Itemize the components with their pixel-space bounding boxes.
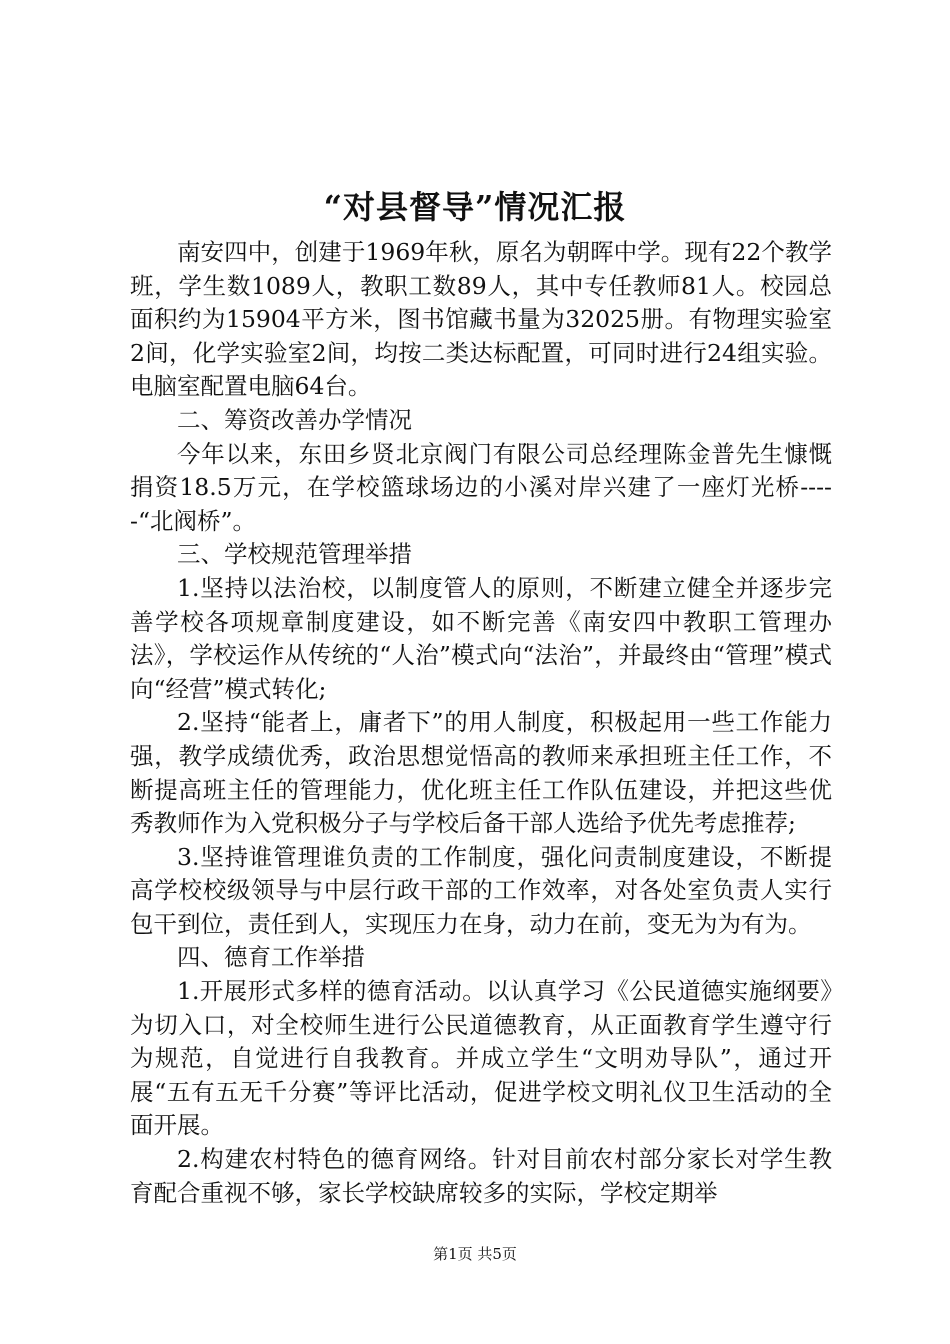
paragraph-moral-1: 1.开展形式多样的德育活动。以认真学习《公民道德实施纲要》为切入口，对全校师生进行公民道德教育，从正面教育学生遵守行为规范，自觉进行自我教育。并成立学生“文明劝导队”，通过开展“五有五无千分赛”等评比活动，促进学校文明礼仪卫生活动的全面开展。 bbox=[130, 977, 832, 1140]
paragraph-funding: 今年以来，东田乡贤北京阀门有限公司总经理陈金普先生慷慨捐资18.5万元，在学校篮球场边的小溪对岸兴建了一座灯光桥-----“北阀桥”。 bbox=[130, 439, 832, 535]
document-title: “对县督导”情况汇报 bbox=[323, 188, 627, 226]
paragraph-management-2: 2.坚持“能者上，庸者下”的用人制度，积极起用一些工作能力强，教学成绩优秀，政治思想觉悟高的教师来承担班主任工作，不断提高班主任的管理能力，优化班主任工作队伍建设，并把这些优秀教师作为入党积极分子与学校后备干部人选给予优先考虑推荐; bbox=[130, 708, 832, 838]
section-heading-moral: 四、德育工作举措 bbox=[177, 943, 365, 972]
document-body bbox=[130, 236, 832, 1210]
paragraph-moral-2: 2.构建农村特色的德育网络。针对目前农村部分家长对学生教育配合重视不够，家长学校缺席较多的实际，学校定期举 bbox=[130, 1145, 832, 1207]
section-heading-management: 三、学校规范管理举措 bbox=[177, 540, 412, 569]
paragraph-management-3: 3.坚持谁管理谁负责的工作制度，强化问责制度建设，不断提高学校校级领导与中层行政干部的工作效率，对各处室负责人实行包干到位，责任到人，实现压力在身，动力在前，变无为为有为。 bbox=[130, 842, 832, 938]
paragraph-management-1: 1.坚持以法治校，以制度管人的原则，不断建立健全并逐步完善学校各项规章制度建设，如不断完善《南安四中教职工管理办法》，学校运作从传统的“人治”模式向“法治”，并最终由“管理”模式向“经营”模式转化; bbox=[130, 573, 832, 703]
page-footer: 第1页 共5页 bbox=[433, 1245, 517, 1263]
section-heading-funding: 二、筹资改善办学情况 bbox=[177, 405, 412, 434]
paragraph-intro: 南安四中，创建于1969年秋，原名为朝晖中学。现有22个教学班，学生数1089人，教职工数89人，其中专任教师81人。校园总面积约为15904平方米，图书馆藏书量为32025册。有物理实验室2间，化学实验室2间，均按二类达标配置，可同时进行24组实验。电脑室配置电脑64台。 bbox=[130, 238, 832, 401]
